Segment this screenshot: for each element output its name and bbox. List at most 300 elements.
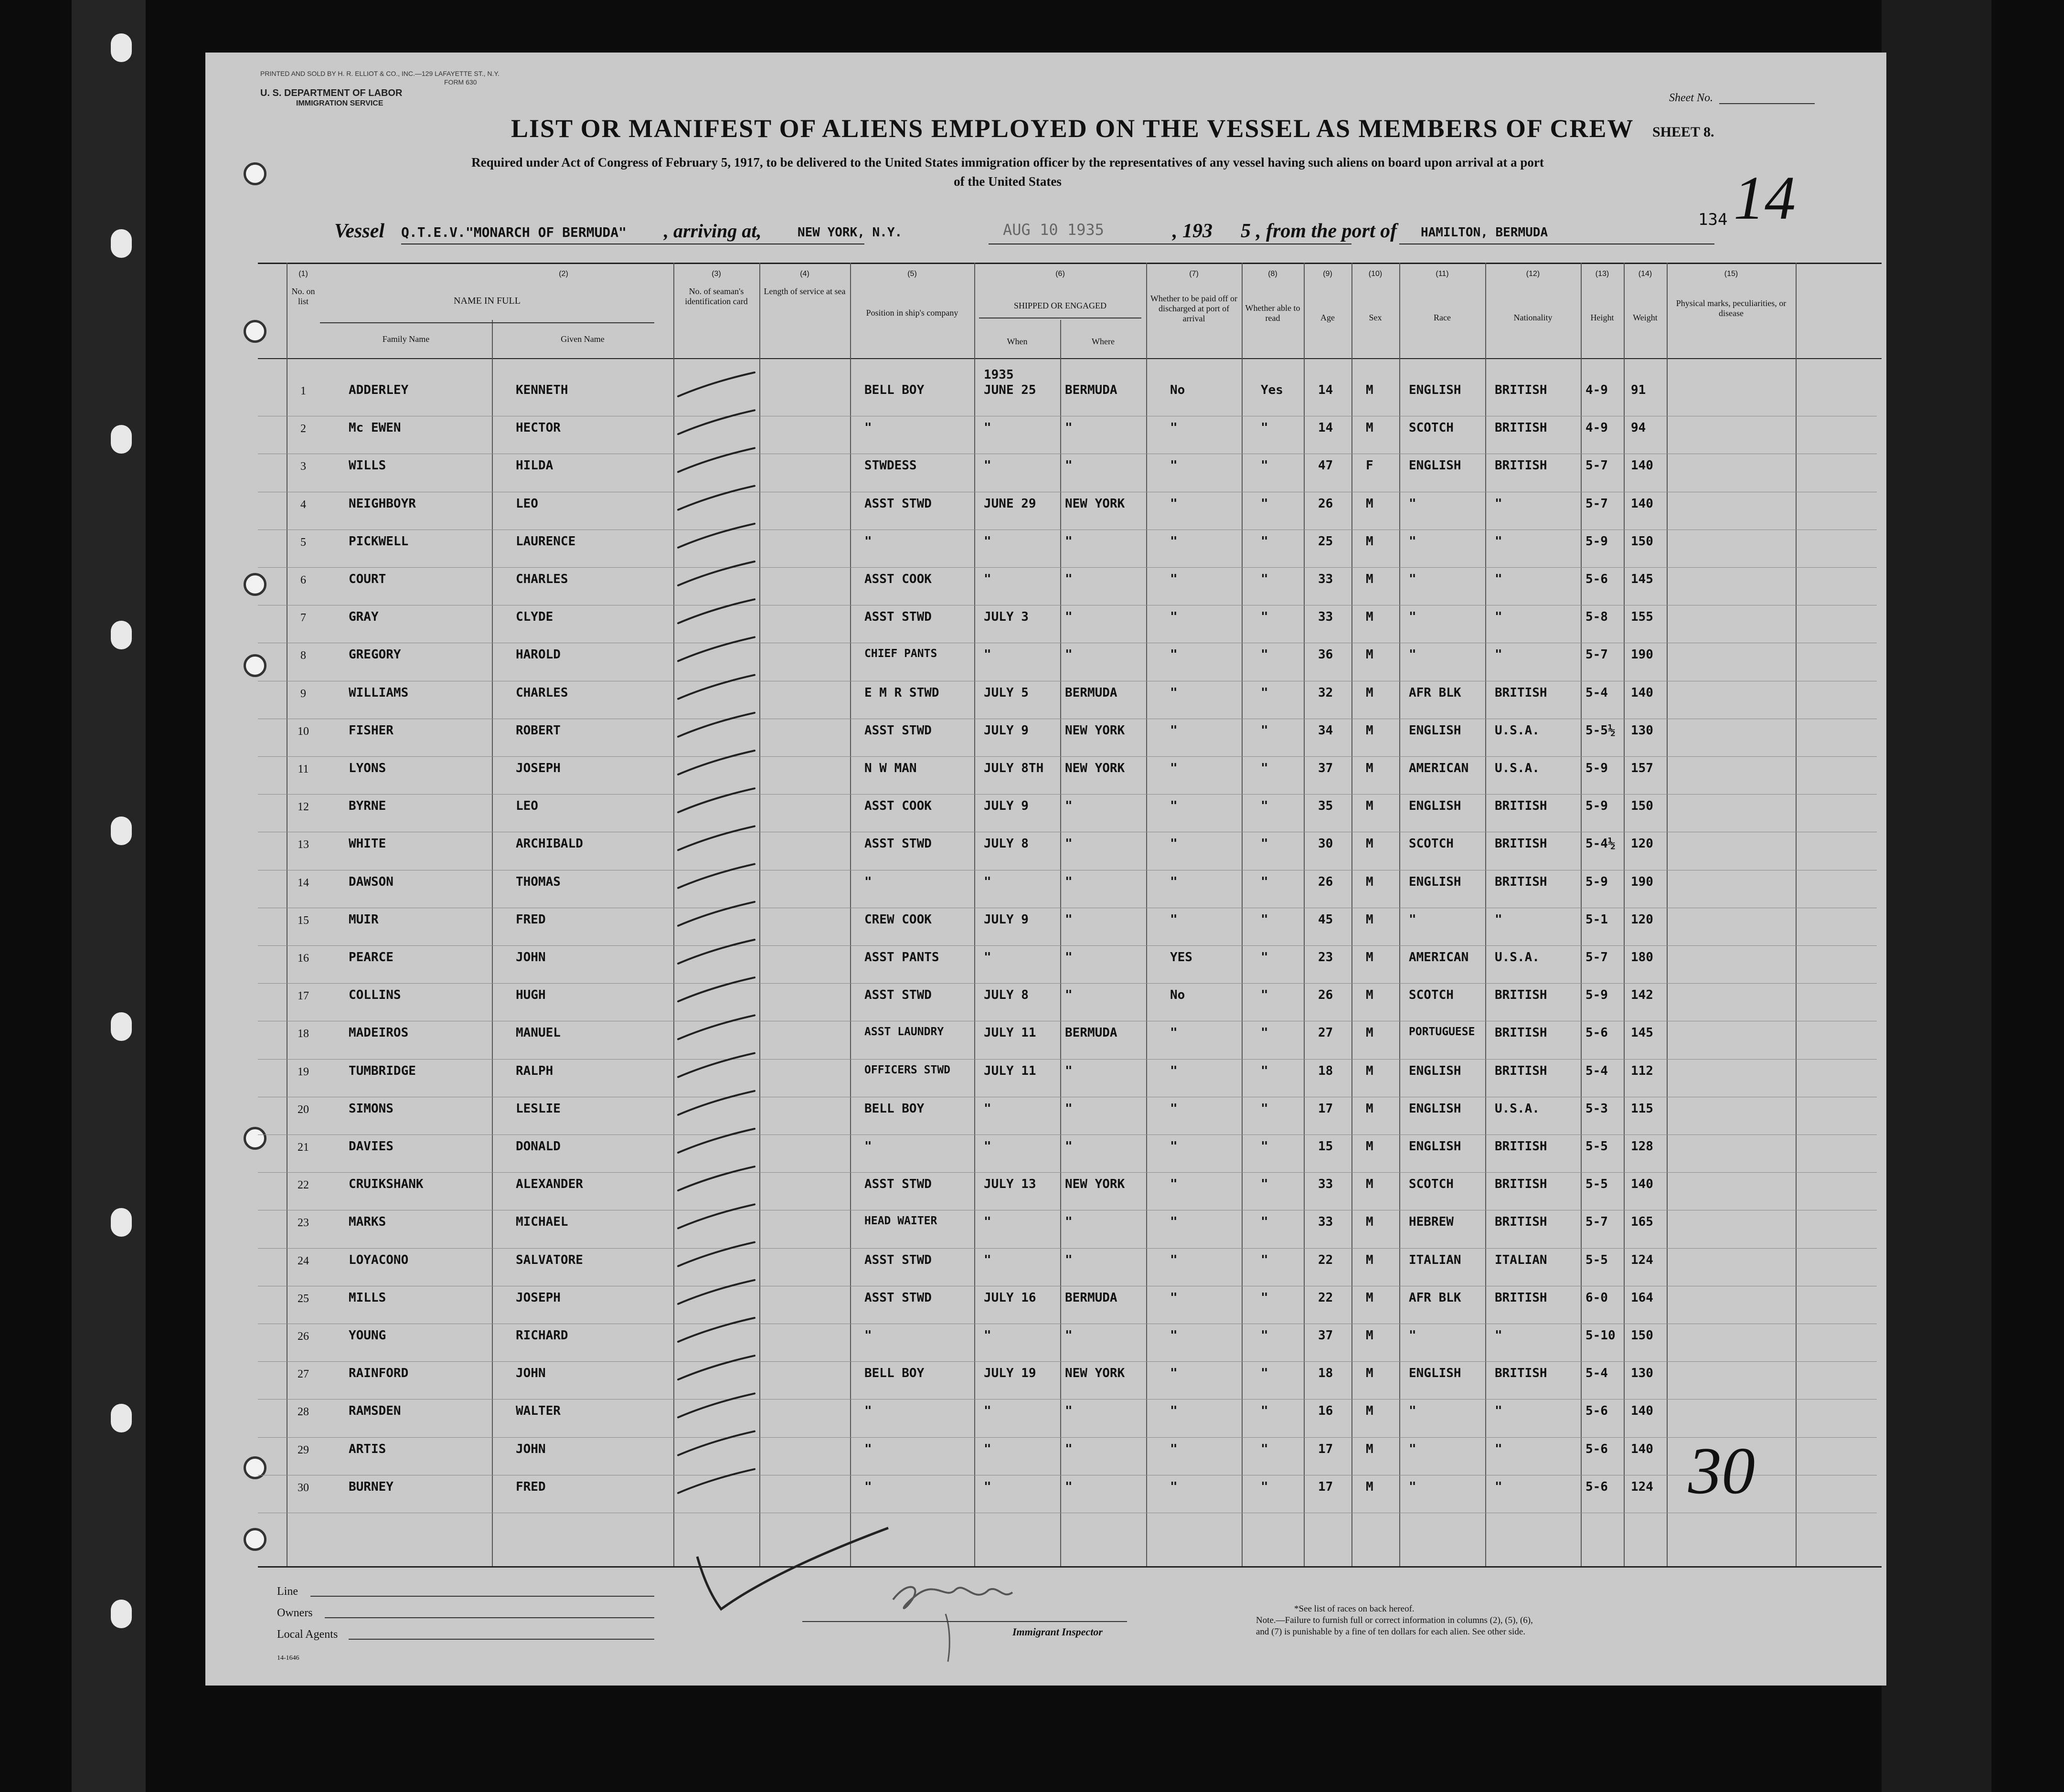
height-cell: 5-5 [1585, 1139, 1608, 1154]
header-shipped: SHIPPED OR ENGAGED [1013, 301, 1106, 310]
seaman-card-checkmark [678, 372, 755, 396]
family-name-cell: NEIGHBOYR [349, 496, 416, 511]
column-number: (3) [712, 270, 721, 278]
row-rule [258, 1059, 1877, 1060]
column-number: (14) [1638, 270, 1652, 278]
paid-off-cell: " [1170, 421, 1178, 435]
shipped-where-cell: BERMUDA [1065, 685, 1117, 700]
shipped-where-cell: " [1065, 1328, 1073, 1343]
position-cell: ASST STWD [864, 723, 932, 738]
shipped-when-cell: JULY 5 [984, 685, 1029, 700]
sex-cell: M [1366, 799, 1373, 814]
paid-off-cell: " [1170, 572, 1178, 586]
film-punch-hole [111, 33, 132, 62]
height-cell: 5-6 [1585, 1442, 1608, 1456]
paid-off-cell: " [1170, 874, 1178, 889]
inspector-signature-line [802, 1621, 1127, 1622]
row-number: 27 [298, 1368, 309, 1381]
able-to-read-cell: " [1261, 988, 1268, 1003]
family-name-cell: DAVIES [349, 1139, 394, 1154]
nationality-cell: " [1495, 496, 1502, 511]
position-cell: CHIEF PANTS [864, 647, 937, 660]
weight-cell: 150 [1631, 799, 1653, 814]
able-to-read-cell: " [1261, 1366, 1268, 1381]
race-cell: SCOTCH [1409, 837, 1454, 851]
header-length-service: Length of service at sea [764, 286, 846, 296]
shipped-when-cell: JULY 13 [984, 1177, 1036, 1192]
shipped-when-cell: JULY 9 [984, 912, 1029, 927]
nationality-cell: BRITISH [1495, 1177, 1547, 1192]
family-name-cell: FISHER [349, 723, 394, 738]
shipped-where-cell: BERMUDA [1065, 383, 1117, 397]
weight-cell: 145 [1631, 1026, 1653, 1040]
sex-cell: M [1366, 1442, 1373, 1456]
paid-off-cell: No [1170, 988, 1185, 1003]
row-rule [258, 945, 1877, 946]
weight-cell: 155 [1631, 610, 1653, 625]
position-cell: BELL BOY [864, 1366, 925, 1381]
position-cell: ASST LAUNDRY [864, 1026, 944, 1039]
weight-cell: 190 [1631, 647, 1653, 662]
age-cell: 27 [1318, 1026, 1333, 1040]
height-cell: 5-6 [1585, 572, 1608, 586]
header-paid-off: Whether to be paid off or discharged at port of arrival [1150, 294, 1238, 323]
service-name: IMMIGRATION SERVICE [296, 99, 383, 107]
height-cell: 5-7 [1585, 647, 1608, 662]
given-name-cell: JOHN [516, 1442, 546, 1456]
col-divider [1796, 263, 1797, 1566]
nationality-cell: " [1495, 1442, 1502, 1456]
given-name-cell: RALPH [516, 1063, 553, 1078]
seaman-card-checkmark [678, 788, 755, 812]
shipped-where-cell: NEW YORK [1065, 761, 1125, 775]
race-cell: " [1409, 1328, 1416, 1343]
given-name-cell: JOSEPH [516, 1290, 561, 1305]
col-divider [1667, 263, 1668, 1566]
height-cell: 5-5½ [1585, 723, 1616, 738]
age-cell: 33 [1318, 572, 1333, 586]
row-number: 16 [298, 952, 309, 965]
family-name-cell: YOUNG [349, 1328, 386, 1343]
row-number: 13 [298, 838, 309, 851]
family-name-cell: DAWSON [349, 874, 394, 889]
height-cell: 5-6 [1585, 1026, 1608, 1040]
weight-cell: 150 [1631, 1328, 1653, 1343]
paid-off-cell: " [1170, 1252, 1178, 1267]
able-to-read-cell: " [1261, 534, 1268, 549]
height-cell: 5-9 [1585, 534, 1608, 549]
header-position: Position in ship's company [866, 308, 958, 318]
age-cell: 26 [1318, 874, 1333, 889]
height-cell: 5-7 [1585, 496, 1608, 511]
able-to-read-cell: " [1261, 1215, 1268, 1230]
department-name: U. S. DEPARTMENT OF LABOR [260, 88, 403, 98]
shipped-when-cell: JUNE 25 [984, 383, 1036, 397]
paid-off-cell: " [1170, 799, 1178, 814]
given-name-cell: MANUEL [516, 1026, 561, 1040]
header-height: Height [1590, 313, 1614, 322]
weight-cell: 165 [1631, 1215, 1653, 1230]
seaman-card-checkmark [678, 599, 755, 623]
row-number: 3 [300, 460, 306, 473]
col-divider [1399, 263, 1400, 1566]
nationality-cell: " [1495, 647, 1502, 662]
given-name-cell: LAURENCE [516, 534, 576, 549]
height-cell: 5-7 [1585, 1215, 1608, 1230]
sex-cell: M [1366, 761, 1373, 775]
race-cell: ENGLISH [1409, 723, 1461, 738]
given-name-cell: JOSEPH [516, 761, 561, 775]
seaman-card-checkmark [678, 940, 755, 964]
row-number: 11 [298, 763, 309, 775]
height-cell: 5-7 [1585, 458, 1608, 473]
row-number: 25 [298, 1292, 309, 1305]
race-cell: AFR BLK [1409, 1290, 1461, 1305]
paid-off-cell: " [1170, 1328, 1178, 1343]
shipped-when-cell: " [984, 1479, 991, 1494]
header-able-read: Whether able to read [1245, 303, 1300, 323]
age-cell: 17 [1318, 1442, 1333, 1456]
column-number: (5) [907, 270, 917, 278]
shipped-where-cell: " [1065, 1252, 1073, 1267]
family-name-cell: PICKWELL [349, 534, 409, 549]
able-to-read-cell: " [1261, 458, 1268, 473]
row-number: 24 [298, 1254, 309, 1267]
height-cell: 5-4½ [1585, 837, 1616, 851]
page-mark-typed: 134 [1698, 210, 1728, 229]
nationality-cell: U.S.A. [1495, 950, 1540, 965]
shipped-when-cell: JULY 11 [984, 1063, 1036, 1078]
shipped-where-cell: NEW YORK [1065, 1366, 1125, 1381]
binder-ring [244, 1528, 266, 1551]
position-cell: N W MAN [864, 761, 917, 775]
weight-cell: 115 [1631, 1101, 1653, 1116]
col-divider [1351, 263, 1352, 1566]
paid-off-cell: " [1170, 1177, 1178, 1192]
able-to-read-cell: " [1261, 1177, 1268, 1192]
inspector-label: Immigrant Inspector [1012, 1626, 1103, 1638]
nationality-cell: BRITISH [1495, 799, 1547, 814]
footer-owners-blank [325, 1617, 654, 1618]
weight-cell: 120 [1631, 912, 1653, 927]
seaman-card-checkmark [678, 902, 755, 926]
shipped-where-cell: " [1065, 572, 1073, 586]
subtitle-line-1: Required under Act of Congress of February 5, 1917, to be delivered to the United States immigration officer by the representatives of any vessel having such aliens on board upon arrival at a port [471, 155, 1544, 170]
shipped-when-cell: " [984, 950, 991, 965]
able-to-read-cell: " [1261, 1063, 1268, 1078]
race-cell: ITALIAN [1409, 1252, 1461, 1267]
nationality-cell: U.S.A. [1495, 723, 1540, 738]
shipped-where-cell: NEW YORK [1065, 723, 1125, 738]
column-number: (8) [1268, 270, 1277, 278]
shipped-when-cell: JULY 3 [984, 610, 1029, 625]
race-cell: " [1409, 1442, 1416, 1456]
shipped-where-cell: " [1065, 1404, 1073, 1419]
nationality-cell: BRITISH [1495, 1290, 1547, 1305]
age-cell: 37 [1318, 1328, 1333, 1343]
given-name-cell: MICHAEL [516, 1215, 568, 1230]
weight-cell: 94 [1631, 421, 1646, 435]
given-name-cell: THOMAS [516, 874, 561, 889]
footer-form-code: 14-1646 [277, 1654, 299, 1662]
footer-line-label: Line [277, 1585, 298, 1598]
shipped-where-cell: " [1065, 1479, 1073, 1494]
page-subtitle [315, 153, 1700, 191]
height-cell: 6-0 [1585, 1290, 1608, 1305]
family-name-cell: LYONS [349, 761, 386, 775]
column-number: (6) [1055, 270, 1065, 278]
shipped-when-cell: " [984, 1404, 991, 1419]
row-rule [258, 794, 1877, 795]
shipped-where-cell: BERMUDA [1065, 1290, 1117, 1305]
binder-ring [244, 573, 266, 596]
year-label: , 193 [1172, 220, 1213, 242]
inspector-signature [879, 1571, 1022, 1666]
nationality-cell: BRITISH [1495, 1139, 1547, 1154]
seaman-card-checkmark [678, 1431, 755, 1455]
seaman-card-checkmark [678, 1242, 755, 1266]
able-to-read-cell: " [1261, 874, 1268, 889]
row-rule [258, 567, 1877, 568]
able-to-read-cell: " [1261, 1101, 1268, 1116]
position-cell: ASST PANTS [864, 950, 939, 965]
family-name-cell: GRAY [349, 610, 379, 625]
weight-cell: 190 [1631, 874, 1653, 889]
race-cell: ENGLISH [1409, 874, 1461, 889]
header-seaman-card: No. of seaman's identification card [685, 286, 748, 306]
height-cell: 5-3 [1585, 1101, 1608, 1116]
shipped-where-cell: " [1065, 534, 1073, 549]
age-cell: 22 [1318, 1290, 1333, 1305]
nationality-cell: BRITISH [1495, 421, 1547, 435]
col-divider [1146, 263, 1147, 1566]
age-cell: 22 [1318, 1252, 1333, 1267]
race-cell: " [1409, 912, 1416, 927]
family-name-cell: MILLS [349, 1290, 386, 1305]
row-number: 12 [298, 801, 309, 814]
nationality-cell: U.S.A. [1495, 761, 1540, 775]
col-divider [759, 263, 760, 1566]
seaman-card-checkmark [678, 1129, 755, 1153]
family-name-cell: LOYACONO [349, 1252, 409, 1267]
given-name-cell: RICHARD [516, 1328, 568, 1343]
age-cell: 33 [1318, 1177, 1333, 1192]
nationality-cell: " [1495, 572, 1502, 586]
family-name-cell: BYRNE [349, 799, 386, 814]
header-given-name: Given Name [561, 334, 605, 344]
page-title: LIST OR MANIFEST OF ALIENS EMPLOYED ON THE VESSEL AS MEMBERS OF CREW [511, 114, 1634, 143]
given-name-cell: LEO [516, 496, 538, 511]
given-name-cell: JOHN [516, 950, 546, 965]
height-cell: 5-10 [1585, 1328, 1616, 1343]
sex-cell: M [1366, 610, 1373, 625]
age-cell: 36 [1318, 647, 1333, 662]
position-cell: CREW COOK [864, 912, 932, 927]
binder-ring [244, 654, 266, 677]
age-cell: 23 [1318, 950, 1333, 965]
sex-cell: M [1366, 496, 1373, 511]
height-cell: 5-9 [1585, 874, 1608, 889]
race-cell: ENGLISH [1409, 1139, 1461, 1154]
weight-cell: 112 [1631, 1063, 1653, 1078]
race-cell: AMERICAN [1409, 950, 1469, 965]
weight-cell: 142 [1631, 988, 1653, 1003]
page-mark-handwritten: 14 [1734, 164, 1796, 233]
sex-cell: M [1366, 1026, 1373, 1040]
seaman-card-checkmark [678, 410, 755, 434]
race-cell: SCOTCH [1409, 988, 1454, 1003]
race-cell: " [1409, 496, 1416, 511]
shipped-when-cell: " [984, 1101, 991, 1116]
film-punch-hole [111, 1600, 132, 1628]
column-number: (12) [1526, 270, 1540, 278]
given-name-cell: ROBERT [516, 723, 561, 738]
row-number: 29 [298, 1443, 309, 1456]
table-bottom-border [258, 1566, 1882, 1568]
nationality-cell: BRITISH [1495, 837, 1547, 851]
arrival-port: NEW YORK, N.Y. [798, 225, 903, 240]
able-to-read-cell: " [1261, 799, 1268, 814]
weight-cell: 150 [1631, 534, 1653, 549]
row-number: 10 [298, 725, 309, 738]
weight-cell: 140 [1631, 1442, 1653, 1456]
seaman-card-checkmark [678, 675, 755, 699]
sex-cell: M [1366, 1177, 1373, 1192]
column-number: (9) [1323, 270, 1332, 278]
header-age: Age [1320, 313, 1335, 322]
col-divider [1060, 320, 1061, 1566]
shipped-when-cell: JUNE 29 [984, 496, 1036, 511]
age-cell: 17 [1318, 1101, 1333, 1116]
position-cell: ASST STWD [864, 837, 932, 851]
able-to-read-cell: " [1261, 1139, 1268, 1154]
able-to-read-cell: " [1261, 1026, 1268, 1040]
seaman-card-checkmark [678, 1204, 755, 1228]
row-rule [258, 1399, 1877, 1400]
position-cell: ASST COOK [864, 799, 932, 814]
able-to-read-cell: " [1261, 572, 1268, 586]
nationality-cell: BRITISH [1495, 383, 1547, 397]
shipped-where-cell: " [1065, 1215, 1073, 1230]
race-cell: " [1409, 572, 1416, 586]
given-name-cell: DONALD [516, 1139, 561, 1154]
race-cell: AMERICAN [1409, 761, 1469, 775]
height-cell: 5-7 [1585, 950, 1608, 965]
shipped-when-cell: " [984, 1215, 991, 1230]
shipped-when-cell: " [984, 458, 991, 473]
sex-cell: M [1366, 837, 1373, 851]
race-cell: " [1409, 610, 1416, 625]
able-to-read-cell: " [1261, 610, 1268, 625]
sex-cell: M [1366, 1290, 1373, 1305]
col-divider [974, 263, 975, 1566]
row-number: 8 [300, 649, 306, 662]
weight-cell: 130 [1631, 723, 1653, 738]
paid-off-cell: " [1170, 1404, 1178, 1419]
sheet-no-blank [1719, 103, 1815, 104]
paid-off-cell: " [1170, 1290, 1178, 1305]
shipped-when-cell: " [984, 572, 991, 586]
footer-agents-label: Local Agents [277, 1628, 338, 1641]
paid-off-cell: " [1170, 1026, 1178, 1040]
weight-cell: 91 [1631, 383, 1646, 397]
from-port-label: , from the port of [1256, 220, 1397, 242]
header-when: When [1007, 337, 1028, 346]
paid-off-cell: " [1170, 723, 1178, 738]
row-number: 17 [298, 990, 309, 1003]
column-number: (15) [1724, 270, 1738, 278]
family-name-cell: Mc EWEN [349, 421, 401, 435]
film-punch-hole [111, 621, 132, 649]
race-cell: ENGLISH [1409, 1063, 1461, 1078]
able-to-read-cell: " [1261, 1252, 1268, 1267]
form-number: FORM 630 [444, 78, 477, 86]
able-to-read-cell: " [1261, 912, 1268, 927]
film-punch-hole [111, 816, 132, 845]
given-name-cell: CLYDE [516, 610, 553, 625]
position-cell: " [864, 421, 872, 435]
shipped-where-cell: BERMUDA [1065, 1026, 1117, 1040]
seaman-card-checkmark [678, 1318, 755, 1342]
paid-off-cell: " [1170, 1442, 1178, 1456]
sex-cell: M [1366, 1215, 1373, 1230]
given-name-cell: ALEXANDER [516, 1177, 583, 1192]
family-name-cell: RAINFORD [349, 1366, 409, 1381]
row-number: 4 [300, 498, 306, 511]
family-name-cell: MUIR [349, 912, 379, 927]
col-divider [492, 320, 493, 1566]
paid-off-cell: " [1170, 647, 1178, 662]
able-to-read-cell: " [1261, 496, 1268, 511]
row-number: 21 [298, 1141, 309, 1154]
family-name-cell: COURT [349, 572, 386, 586]
age-cell: 33 [1318, 610, 1333, 625]
weight-cell: 140 [1631, 1177, 1653, 1192]
seaman-card-checkmark [678, 637, 755, 661]
family-name-cell: WILLIAMS [349, 685, 409, 700]
height-cell: 5-8 [1585, 610, 1608, 625]
nationality-cell: BRITISH [1495, 1026, 1547, 1040]
family-name-cell: WHITE [349, 837, 386, 851]
col-divider [1581, 263, 1582, 1566]
sex-cell: F [1366, 458, 1373, 473]
shipped-where-cell: " [1065, 647, 1073, 662]
position-cell: E M R STWD [864, 685, 939, 700]
paid-off-cell: " [1170, 496, 1178, 511]
left-film-strip [72, 0, 146, 1792]
row-rule [258, 1361, 1877, 1362]
vessel-name: Q.T.E.V."MONARCH OF BERMUDA" [401, 224, 627, 240]
paid-off-cell: " [1170, 837, 1178, 851]
header-no-on-list: No. on list [291, 286, 315, 306]
weight-cell: 124 [1631, 1252, 1653, 1267]
seaman-card-checkmark [678, 1393, 755, 1417]
given-name-cell: HILDA [516, 458, 553, 473]
age-cell: 47 [1318, 458, 1333, 473]
race-cell: " [1409, 1404, 1416, 1419]
binder-ring [244, 1127, 266, 1150]
penalty-note-1: Note.—Failure to furnish full or correct information in columns (2), (5), (6), [1256, 1615, 1533, 1625]
race-cell: SCOTCH [1409, 1177, 1454, 1192]
sex-cell: M [1366, 1404, 1373, 1419]
age-cell: 35 [1318, 799, 1333, 814]
position-cell: " [864, 1442, 872, 1456]
shipped-where-cell: " [1065, 610, 1073, 625]
able-to-read-cell: " [1261, 647, 1268, 662]
able-to-read-cell: " [1261, 723, 1268, 738]
arrival-date-stamp: AUG 10 1935 [1003, 221, 1104, 239]
header-weight: Weight [1633, 313, 1658, 322]
